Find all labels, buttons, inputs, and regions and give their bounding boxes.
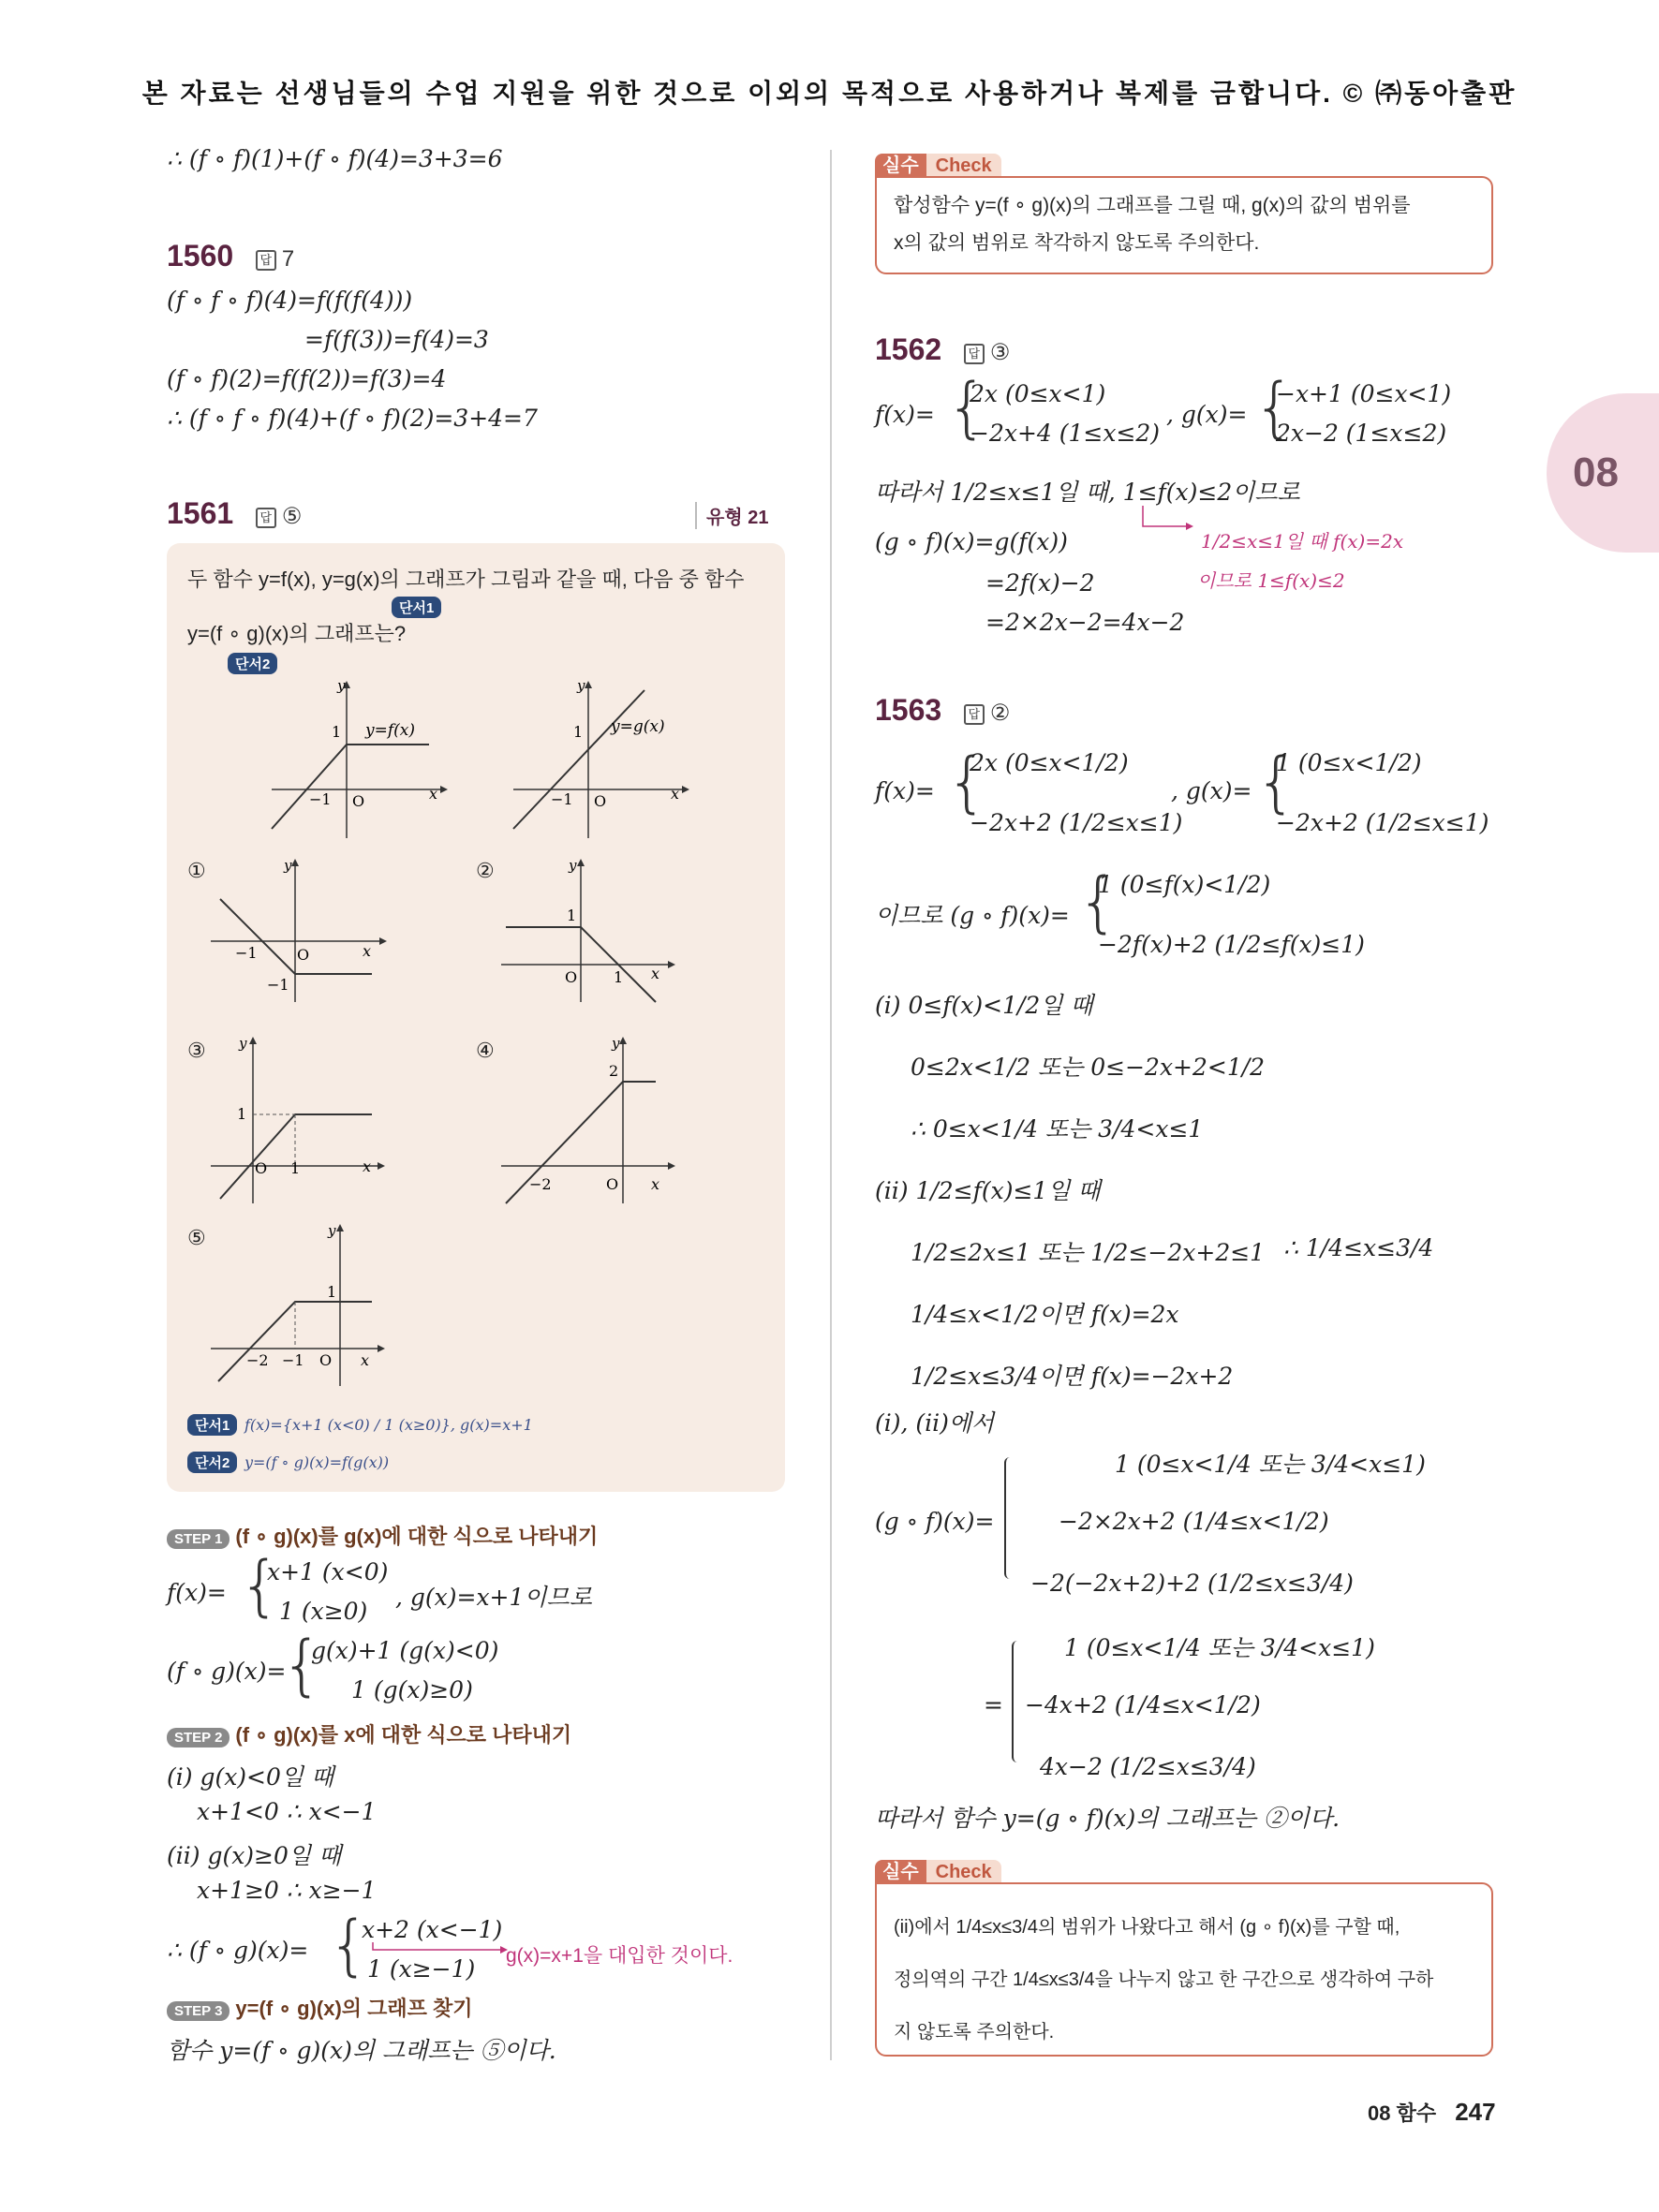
svg-text:1: 1 — [332, 723, 342, 741]
svg-text:x: x — [651, 1175, 660, 1193]
svg-text:y: y — [284, 857, 292, 874]
p1563-gf-def: 이므로 (g ∘ f)(x)= — [875, 902, 1070, 929]
answer-icon: 답 — [256, 250, 276, 271]
step2-case-ii: (ii) g(x)≥0일 때 — [167, 1842, 342, 1869]
brace-result-2 — [1012, 1641, 1017, 1762]
p1563-result-1: 1 (0≤x<1/4 또는 3/4<x≤1) — [1115, 1451, 1426, 1478]
p1563-result-3: −2(−2x+2)+2 (1/2≤x≤3/4) — [1030, 1570, 1354, 1597]
problem-1563-header — [875, 693, 1010, 728]
problem-number: 1563 — [875, 693, 942, 727]
p1563-g-case2: −2x+2 (1/2≤x≤1) — [1276, 809, 1489, 836]
p1563-result-def: (g ∘ f)(x)= — [875, 1508, 995, 1535]
choice-1-label: ① — [187, 860, 206, 883]
svg-text:1: 1 — [290, 1159, 301, 1177]
check2-line2: 정의역의 구간 1/4≤x≤3/4을 나누지 않고 한 구간으로 생각하여 구하 — [894, 1969, 1434, 1990]
solution-line: (f ∘ f)(2)=f(f(2))=f(3)=4 — [167, 365, 447, 392]
svg-text:−2: −2 — [529, 1175, 552, 1193]
check-tag-1: 실수 Check — [875, 150, 1001, 177]
svg-text:1: 1 — [237, 1105, 247, 1123]
svg-text:−1: −1 — [282, 1351, 304, 1369]
check-tag-2: 실수 Check — [875, 1856, 1001, 1883]
step-2-header: STEP 2 (f ∘ g)(x)를 x에 대한 식으로 나타내기 — [167, 1719, 571, 1748]
solution-line: =f(f(3))=f(4)=3 — [304, 326, 489, 353]
p1562-note-arrow — [1141, 504, 1197, 538]
svg-text:x: x — [429, 785, 438, 803]
answer-icon: 답 — [256, 508, 276, 528]
choice-4-graph — [501, 1035, 679, 1208]
p1563-case-ii-c: 1/2≤x≤3/4이면 f(x)=−2x+2 — [911, 1363, 1234, 1390]
svg-text:y: y — [577, 679, 585, 694]
problem-1561-header — [167, 496, 302, 531]
check1-line2: x의 값의 범위로 착각하지 않도록 주의한다. — [894, 232, 1260, 254]
svg-text:O: O — [565, 968, 578, 986]
step-1-header: STEP 1 (f ∘ g)(x)를 g(x)에 대한 식으로 나타내기 — [167, 1521, 598, 1550]
p1563-g-case1: 1 (0≤x<1/2) — [1276, 749, 1422, 776]
p1563-case-i-b: ∴ 0≤x<1/4 또는 3/4<x≤1 — [911, 1115, 1204, 1143]
problem-number: 1560 — [167, 239, 234, 273]
svg-text:x: x — [363, 942, 372, 960]
column-divider — [830, 150, 832, 2060]
svg-text:−1: −1 — [309, 790, 332, 808]
hint-tag-2: 단서2 — [228, 648, 277, 674]
question-line-1: 두 함수 y=f(x), y=g(x)의 그래프가 그림과 같을 때, 다음 중 함수 — [187, 568, 745, 591]
svg-text:1: 1 — [573, 723, 584, 741]
svg-text:x: x — [361, 1351, 370, 1369]
p1562-line4: =2×2x−2=4x−2 — [985, 609, 1185, 636]
svg-text:y: y — [239, 1035, 247, 1052]
svg-text:1: 1 — [614, 968, 624, 986]
step1-f-case2: 1 (x≥0) — [279, 1598, 368, 1625]
p1562-line1: 따라서 1/2≤x≤1일 때, 1≤f(x)≤2이므로 — [875, 479, 1300, 506]
check1-line1: 합성함수 y=(f ∘ g)(x)의 그래프를 그릴 때, g(x)의 값의 범위를 — [894, 195, 1411, 216]
check2-line3: 지 않도록 주의한다. — [894, 2022, 1055, 2042]
choice-5-graph — [211, 1222, 389, 1391]
choice-1-graph — [211, 857, 389, 1007]
graph-g — [495, 679, 701, 848]
graph-f-label: y=f(x) — [365, 721, 415, 740]
p1563-combine: (i), (ii)에서 — [875, 1409, 995, 1437]
p1563-final-1: 1 (0≤x<1/4 또는 3/4<x≤1) — [1064, 1634, 1375, 1661]
p1563-case-i: (i) 0≤f(x)<1/2일 때 — [875, 992, 1093, 1019]
problem-number: 1562 — [875, 332, 942, 366]
svg-text:O: O — [352, 792, 365, 810]
step1-fg-case1: g(x)+1 (g(x)<0) — [311, 1637, 499, 1664]
p1562-g-case2: 2x−2 (1≤x≤2) — [1276, 420, 1447, 447]
step1-f-case1: x+1 (x<0) — [267, 1558, 389, 1585]
problem-number: 1561 — [167, 496, 234, 530]
choice-2-label: ② — [476, 860, 495, 883]
question-line-2: y=(f ∘ g)(x)의 그래프는? — [187, 622, 407, 645]
answer-value: ⑤ — [281, 504, 303, 529]
p1563-case-ii-b: 1/4≤x<1/2이면 f(x)=2x — [911, 1301, 1179, 1328]
header-notice: 본 자료는 선생님들의 수업 지원을 위한 것으로 이외의 목적으로 사용하거나 복제를 금합니다. © ㈜동아출판 — [141, 79, 1518, 108]
p1563-final-3: 4x−2 (1/2≤x≤3/4) — [1040, 1753, 1256, 1780]
hint-tag-1: 단서1 — [392, 592, 441, 618]
problem-1560-header — [167, 239, 294, 273]
page-footer — [1368, 2098, 1496, 2127]
step1-fg-def: (f ∘ g)(x)= — [167, 1658, 287, 1685]
svg-text:O: O — [606, 1175, 619, 1193]
p1563-f-case2: −2x+2 (1/2≤x≤1) — [970, 809, 1183, 836]
p1562-line2: (g ∘ f)(x)=g(f(x)) — [875, 528, 1068, 555]
check-box-2 — [875, 1882, 1493, 2057]
step2-note: g(x)=x+1을 대입한 것이다. — [506, 1945, 733, 1967]
step2-case-i-result: x+1<0 ∴ x<−1 — [197, 1798, 377, 1825]
svg-text:O: O — [297, 946, 310, 964]
answer-value: 7 — [281, 246, 295, 272]
p1562-f-case1: 2x (0≤x<1) — [970, 380, 1106, 407]
svg-text:2: 2 — [609, 1062, 619, 1080]
p1563-f-def: f(x)= — [875, 777, 935, 804]
p1562-f-def: f(x)= — [875, 401, 935, 428]
svg-text:O: O — [319, 1351, 333, 1369]
chapter-tab: 08 — [1547, 393, 1659, 553]
check-box-1 — [875, 176, 1493, 274]
p1563-case-ii-result: ∴ 1/4≤x≤3/4 — [1283, 1234, 1434, 1261]
p1563-f-case1: 2x (0≤x<1/2) — [970, 749, 1129, 776]
p1563-equals: = — [984, 1691, 1003, 1718]
step2-note-arrow — [371, 1939, 511, 1967]
svg-text:−1: −1 — [267, 976, 289, 994]
svg-text:y: y — [612, 1035, 620, 1052]
p1562-g-case1: −x+1 (0≤x<1) — [1276, 380, 1452, 407]
p1562-g-def: , g(x)= — [1166, 401, 1248, 428]
p1562-line3: =2f(x)−2 — [985, 569, 1095, 597]
step3-conclusion: 함수 y=(f ∘ g)(x)의 그래프는 ⑤이다. — [167, 2037, 556, 2064]
graph-f — [253, 679, 459, 848]
step1-fg-case2: 1 (g(x)≥0) — [351, 1676, 473, 1703]
p1563-result-2: −2×2x+2 (1/4≤x<1/2) — [1059, 1508, 1329, 1535]
p1563-case-ii: (ii) 1/2≤f(x)≤1일 때 — [875, 1177, 1101, 1204]
answer-icon: 답 — [964, 344, 985, 364]
p1563-g-def: , g(x)= — [1171, 777, 1252, 804]
svg-text:−1: −1 — [551, 790, 573, 808]
type-tag: 유형 21 — [695, 502, 768, 529]
step2-result-def: ∴ (f ∘ g)(x)= — [167, 1937, 309, 1964]
solution-line: ∴ (f ∘ f ∘ f)(4)+(f ∘ f)(2)=3+4=7 — [167, 405, 538, 432]
choice-4-label: ④ — [476, 1040, 495, 1063]
svg-text:x: x — [671, 785, 680, 803]
hint-2: 단서2 y=(f ∘ g)(x)=f(g(x)) — [187, 1447, 389, 1473]
step1-f-def: f(x)= — [167, 1579, 227, 1606]
p1563-final-2: −4x+2 (1/4≤x<1/2) — [1025, 1691, 1261, 1718]
svg-text:−2: −2 — [246, 1351, 269, 1369]
solution-line: (f ∘ f ∘ f)(4)=f(f(f(4))) — [167, 287, 413, 314]
page-number: 247 — [1455, 2098, 1496, 2126]
p1563-conclusion: 따라서 함수 y=(g ∘ f)(x)의 그래프는 ②이다. — [875, 1805, 1341, 1832]
p1562-note2: 이므로 1≤f(x)≤2 — [1197, 569, 1345, 592]
answer-icon: 답 — [964, 704, 985, 725]
p1562-note1: 1/2≤x≤1일 때 f(x)=2x — [1201, 530, 1404, 553]
check2-line1: (ii)에서 1/4≤x≤3/4의 범위가 나왔다고 해서 (g ∘ f)(x)를 구할 때, — [894, 1917, 1400, 1938]
choice-3-graph — [211, 1035, 389, 1208]
svg-text:y: y — [328, 1222, 336, 1239]
svg-text:x: x — [363, 1158, 372, 1175]
step2-case-i: (i) g(x)<0일 때 — [167, 1763, 334, 1791]
svg-text:x: x — [651, 965, 660, 982]
prev-solution-line: ∴ (f ∘ f)(1)+(f ∘ f)(4)=3+3=6 — [167, 145, 503, 172]
p1563-gf-case2: −2f(x)+2 (1/2≤f(x)≤1) — [1098, 931, 1365, 958]
p1562-f-case2: −2x+4 (1≤x≤2) — [970, 420, 1161, 447]
p1563-gf-case1: 1 (0≤f(x)<1/2) — [1098, 871, 1271, 898]
p1563-case-ii-a: 1/2≤2x≤1 또는 1/2≤−2x+2≤1 — [911, 1239, 1266, 1266]
step2-result-case2: 1 (x≥−1) — [367, 1955, 476, 1983]
svg-text:1: 1 — [327, 1283, 337, 1301]
svg-text:1: 1 — [567, 907, 577, 924]
brace-result-1 — [1004, 1457, 1010, 1579]
p1563-case-i-a: 0≤2x<1/2 또는 0≤−2x+2<1/2 — [911, 1054, 1266, 1081]
step-3-header: STEP 3 y=(f ∘ g)(x)의 그래프 찾기 — [167, 1993, 473, 2022]
choice-5-label: ⑤ — [187, 1227, 206, 1250]
svg-text:O: O — [594, 792, 607, 810]
problem-1562-header — [875, 332, 1010, 367]
step1-g-def: , g(x)=x+1이므로 — [395, 1584, 592, 1611]
step2-case-ii-result: x+1≥0 ∴ x≥−1 — [197, 1877, 377, 1904]
step2-result-case1: x+2 (x<−1) — [362, 1916, 503, 1943]
choice-3-label: ③ — [187, 1040, 206, 1063]
answer-value: ③ — [989, 340, 1011, 365]
graph-g-label: y=g(x) — [611, 717, 665, 736]
answer-value: ② — [989, 700, 1011, 726]
chapter-label: 08 함수 — [1368, 2101, 1437, 2125]
svg-text:O: O — [255, 1159, 268, 1177]
choice-2-graph — [501, 857, 679, 1007]
svg-text:y: y — [337, 679, 346, 694]
svg-text:−1: −1 — [235, 944, 258, 962]
hint-1: 단서1 f(x)={x+1 (x<0) / 1 (x≥0)}, g(x)=x+1 — [187, 1409, 533, 1436]
svg-text:y: y — [569, 857, 577, 874]
